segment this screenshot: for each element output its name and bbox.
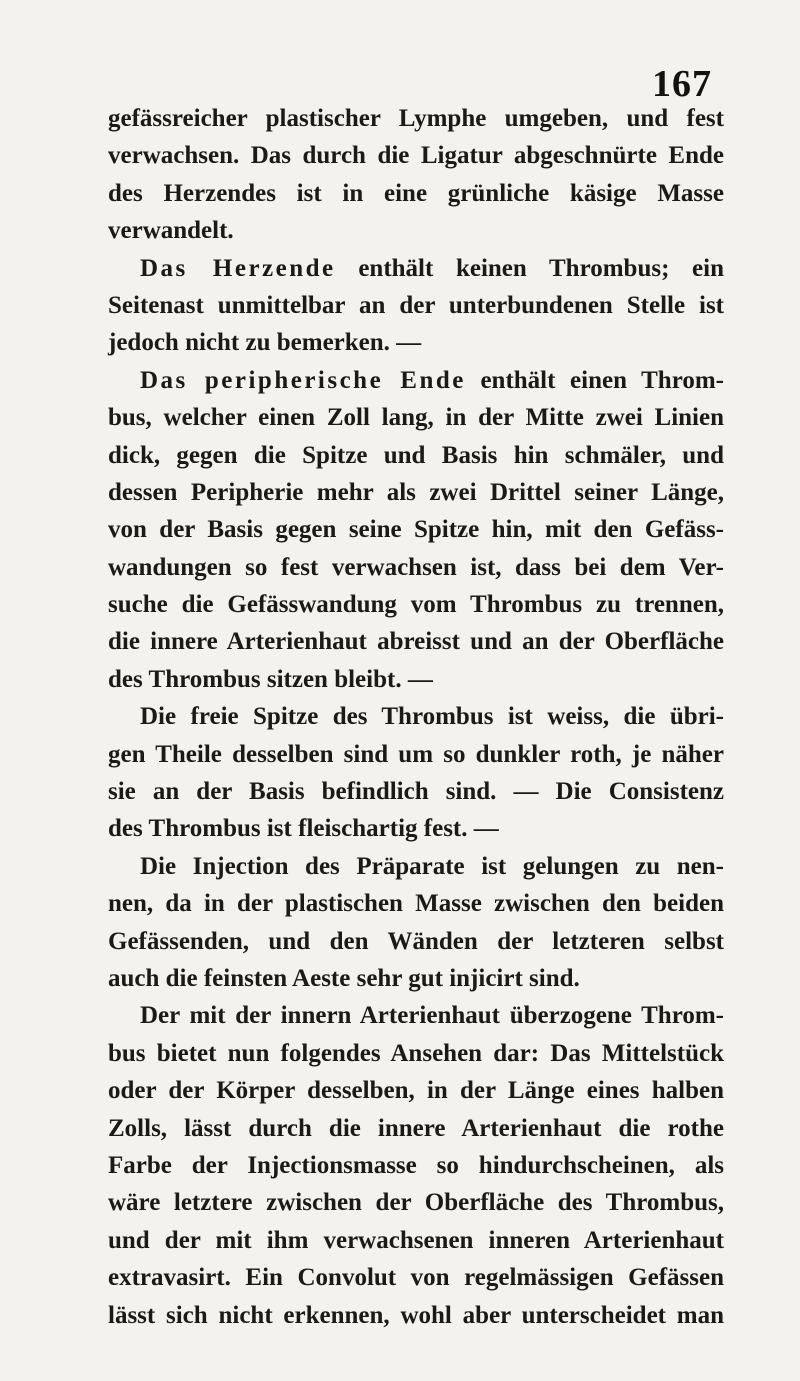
text-line: des Herzendes ist in eine grünliche käsige Masse bbox=[108, 179, 724, 207]
page-number: 167 bbox=[652, 63, 712, 105]
text-line: Farbe der Injectionsmasse so hindurchscheinen, als bbox=[108, 1151, 724, 1179]
text-line: wäre letztere zwischen der Oberfläche des Thrombus, bbox=[108, 1189, 724, 1217]
text-line: bus bietet nun folgendes Ansehen dar: Das Mittelstück bbox=[108, 1039, 724, 1067]
text-line: jedoch nicht zu bemerken. — bbox=[108, 329, 422, 357]
text-line: sie an der Basis befindlich sind. — Die Consistenz bbox=[108, 778, 724, 806]
text-line: suche die Gefässwandung vom Thrombus zu trennen, bbox=[108, 591, 724, 619]
text-run: enthält keinen Thrombus; ein bbox=[335, 254, 724, 282]
text-line: oder der Körper desselben, in der Länge eines halben bbox=[108, 1077, 724, 1105]
text-line: dick, gegen die Spitze und Basis hin schmäler, und bbox=[108, 441, 724, 469]
text-line: bus, welcher einen Zoll lang, in der Mitte zwei Linien bbox=[108, 404, 724, 432]
text-line: gefässreicher plastischer Lymphe umgeben, und fest bbox=[108, 105, 724, 132]
text-line: und der mit ihm verwachsenen inneren Arterienhaut bbox=[108, 1226, 724, 1254]
text-line: nen, da in der plastischen Masse zwischen den beiden bbox=[108, 890, 724, 918]
text-line: Gefässenden, und den Wänden der letzteren selbst bbox=[108, 927, 724, 955]
text-line: gen Theile desselben sind um so dunkler roth, je näher bbox=[108, 740, 724, 768]
text-line: dessen Peripherie mehr als zwei Drittel seiner Länge, bbox=[108, 478, 724, 506]
paragraph-first-line: Der mit der innern Arterienhaut überzogene Throm- bbox=[140, 1002, 724, 1030]
paragraph-first-line: Die freie Spitze des Thrombus ist weiss, die übri- bbox=[140, 703, 724, 731]
text-line: Seitenast unmittelbar an der unterbundenen Stelle ist bbox=[108, 291, 724, 319]
text-line: des Thrombus ist fleischartig fest. — bbox=[108, 815, 499, 843]
text-line: des Thrombus sitzen bleibt. — bbox=[108, 665, 433, 693]
text-line: lässt sich nicht erkennen, wohl aber unterscheidet man bbox=[108, 1301, 724, 1329]
text-line: verwandelt. bbox=[108, 217, 234, 245]
text-line: wandungen so fest verwachsen ist, dass bei dem Ver- bbox=[108, 553, 724, 581]
text-line: von der Basis gegen seine Spitze hin, mit den Gefäss- bbox=[108, 516, 724, 544]
spaced-lead-term: Das peripherische Ende bbox=[140, 366, 466, 394]
text-line: die innere Arterienhaut abreisst und an der Oberfläche bbox=[108, 628, 724, 656]
paragraph-first-line bbox=[108, 250, 724, 287]
body-text bbox=[108, 100, 724, 1334]
text-line: auch die feinsten Aeste sehr gut injicirt sind. bbox=[108, 964, 580, 992]
paragraph-first-line: Die Injection des Präparate ist gelungen zu nen- bbox=[140, 852, 724, 880]
spaced-lead-term: Das Herzende bbox=[140, 254, 336, 282]
text-line: Zolls, lässt durch die innere Arterienhaut die rothe bbox=[108, 1114, 724, 1142]
text-line: verwachsen. Das durch die Ligatur abgeschnürte Ende bbox=[108, 142, 724, 170]
text-line: extravasirt. Ein Convolut von regelmässigen Gefässen bbox=[108, 1264, 724, 1292]
text-run: enthält einen Throm- bbox=[465, 366, 724, 394]
paragraph-first-line bbox=[108, 362, 724, 399]
